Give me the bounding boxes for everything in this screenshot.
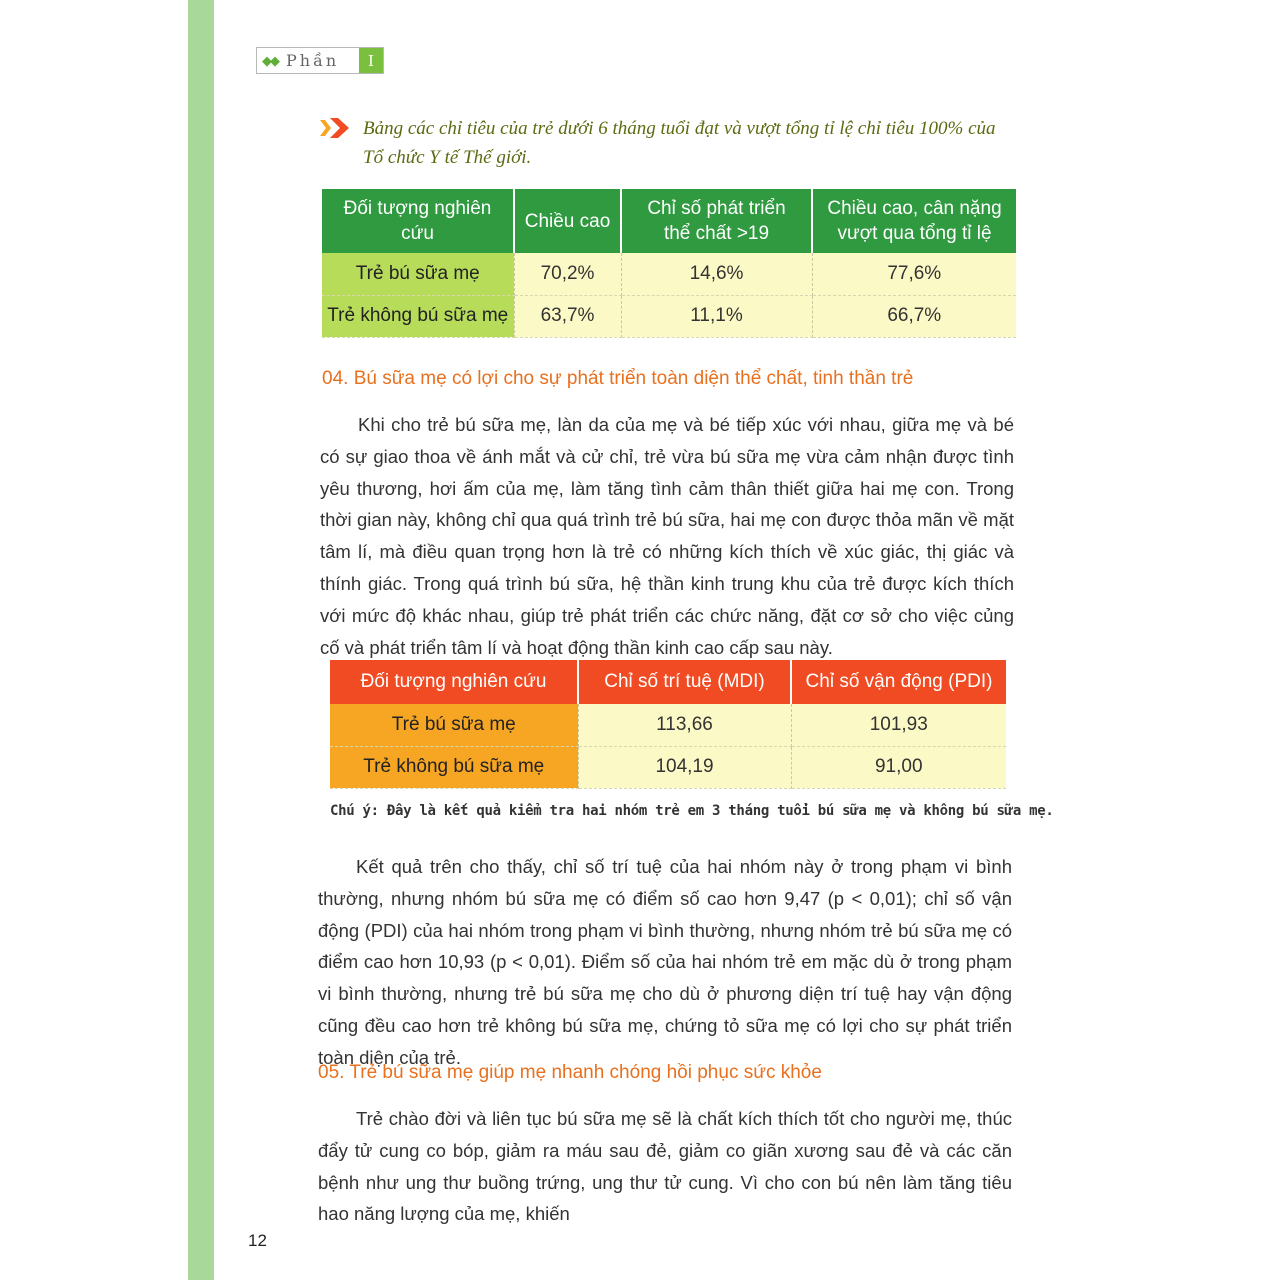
- mdi-pdi-table: [330, 660, 1006, 789]
- column-header: Chiều cao: [514, 189, 621, 253]
- column-header: Chiều cao, cân nặng vượt qua tổng tỉ lệ: [812, 189, 1016, 253]
- table-header-row: [330, 660, 1006, 704]
- table-cell: 14,6%: [621, 253, 812, 295]
- table-cell: 77,6%: [812, 253, 1016, 295]
- row-header: Trẻ bú sữa mẹ: [330, 704, 578, 746]
- section-04-heading: 04. Bú sữa mẹ có lợi cho sự phát triển toàn diện thể chất, tinh thần trẻ: [322, 368, 914, 389]
- table-row: [322, 253, 1016, 295]
- table-row: [330, 746, 1006, 788]
- part-tag: [256, 47, 384, 74]
- result-paragraph: Kết quả trên cho thấy, chỉ số trí tuệ của hai nhóm này ở trong phạm vi bình thường, nhưng nhóm bú sữa mẹ có điểm số cao hơn 9,47 (p < 0,01); chỉ số vận động (PDI) của hai nhóm trong phạm vi bình thường, nhưng nhóm trẻ bú sữa mẹ có điểm cao hơn 10,93 (p < 0,01). Điểm số của hai nhóm trẻ em mặc dù ở trong phạm vi bình thường, nhưng trẻ bú sữa mẹ cho dù ở phương diện trí tuệ hay vận động cũng đều cao hơn trẻ không bú sữa mẹ, chứng tỏ sữa mẹ có lợi cho sự phát triển toàn diện của trẻ.: [318, 856, 1012, 1068]
- table-row: [322, 295, 1016, 337]
- table-cell: 101,93: [791, 704, 1006, 746]
- row-header: Trẻ không bú sữa mẹ: [322, 295, 514, 337]
- table-cell: 63,7%: [514, 295, 621, 337]
- table-cell: 11,1%: [621, 295, 812, 337]
- page-number: 12: [248, 1231, 267, 1250]
- column-header: Chỉ số trí tuệ (MDI): [578, 660, 791, 704]
- table-row: [330, 704, 1006, 746]
- part-label: Phần: [286, 51, 340, 70]
- arrow-icon: [320, 117, 350, 139]
- diamond-icon: ◆◆: [262, 52, 278, 68]
- table-cell: 113,66: [578, 704, 791, 746]
- column-header: Chỉ số phát triển thể chất >19: [621, 189, 812, 253]
- table-cell: 66,7%: [812, 295, 1016, 337]
- section-04-paragraph: Khi cho trẻ bú sữa mẹ, làn da của mẹ và bé tiếp xúc với nhau, giữa mẹ và bé có sự giao thoa về ánh mắt và cử chỉ, trẻ vừa bú sữa mẹ vừa cảm nhận được tình yêu thương, hơi ấm của mẹ, làm tăng tình cảm thân thiết giữa hai mẹ con. Trong thời gian này, không chỉ qua quá trình trẻ bú sữa, hai mẹ con được thỏa mãn về mặt tâm lí, mà điều quan trọng hơn là trẻ có những kích thích về xúc giác, thị giác và thính giác. Trong quá trình bú sữa, hệ thần kinh trung khu của trẻ được kích thích với mức độ khác nhau, giúp trẻ phát triển các chức năng, đặt cơ sở cho việc củng cố và phát triển tâm lí và hoạt động thần kinh cao cấp sau này.: [320, 414, 1014, 658]
- table-header-row: [322, 189, 1016, 253]
- caption-text: Bảng các chỉ tiêu của trẻ dưới 6 tháng tuổi đạt và vượt tổng tỉ lệ chỉ tiêu 100% của Tổ chức Y tế Thế giới.: [363, 118, 996, 168]
- row-header: Trẻ bú sữa mẹ: [322, 253, 514, 295]
- section-05-paragraph: Trẻ chào đời và liên tục bú sữa mẹ sẽ là chất kích thích tốt cho người mẹ, thúc đẩy tử cung co bóp, giảm ra máu sau đẻ, giảm co giãn xương sau đẻ và các căn bệnh như ung thư buồng trứng, ung thư tử cung. Vì cho con bú nên làm tăng tiêu hao năng lượng của mẹ, khiến: [318, 1108, 1012, 1225]
- column-header: Đối tượng nghiên cứu: [322, 189, 514, 253]
- side-color-band: [188, 0, 214, 1280]
- column-header: Chỉ số vận động (PDI): [791, 660, 1006, 704]
- table-cell: 91,00: [791, 746, 1006, 788]
- growth-table: [322, 189, 1016, 338]
- section-05-heading: 05. Trẻ bú sữa mẹ giúp mẹ nhanh chóng hồi phục sức khỏe: [318, 1062, 822, 1083]
- table-caption: [320, 114, 1020, 172]
- table-note: Chú ý: Đây là kết quả kiểm tra hai nhóm trẻ em 3 tháng tuổi bú sữa mẹ và không bú sữa mẹ.: [330, 803, 1054, 819]
- part-number: I: [359, 48, 383, 73]
- table-cell: 104,19: [578, 746, 791, 788]
- column-header: Đối tượng nghiên cứu: [330, 660, 578, 704]
- row-header: Trẻ không bú sữa mẹ: [330, 746, 578, 788]
- table-cell: 70,2%: [514, 253, 621, 295]
